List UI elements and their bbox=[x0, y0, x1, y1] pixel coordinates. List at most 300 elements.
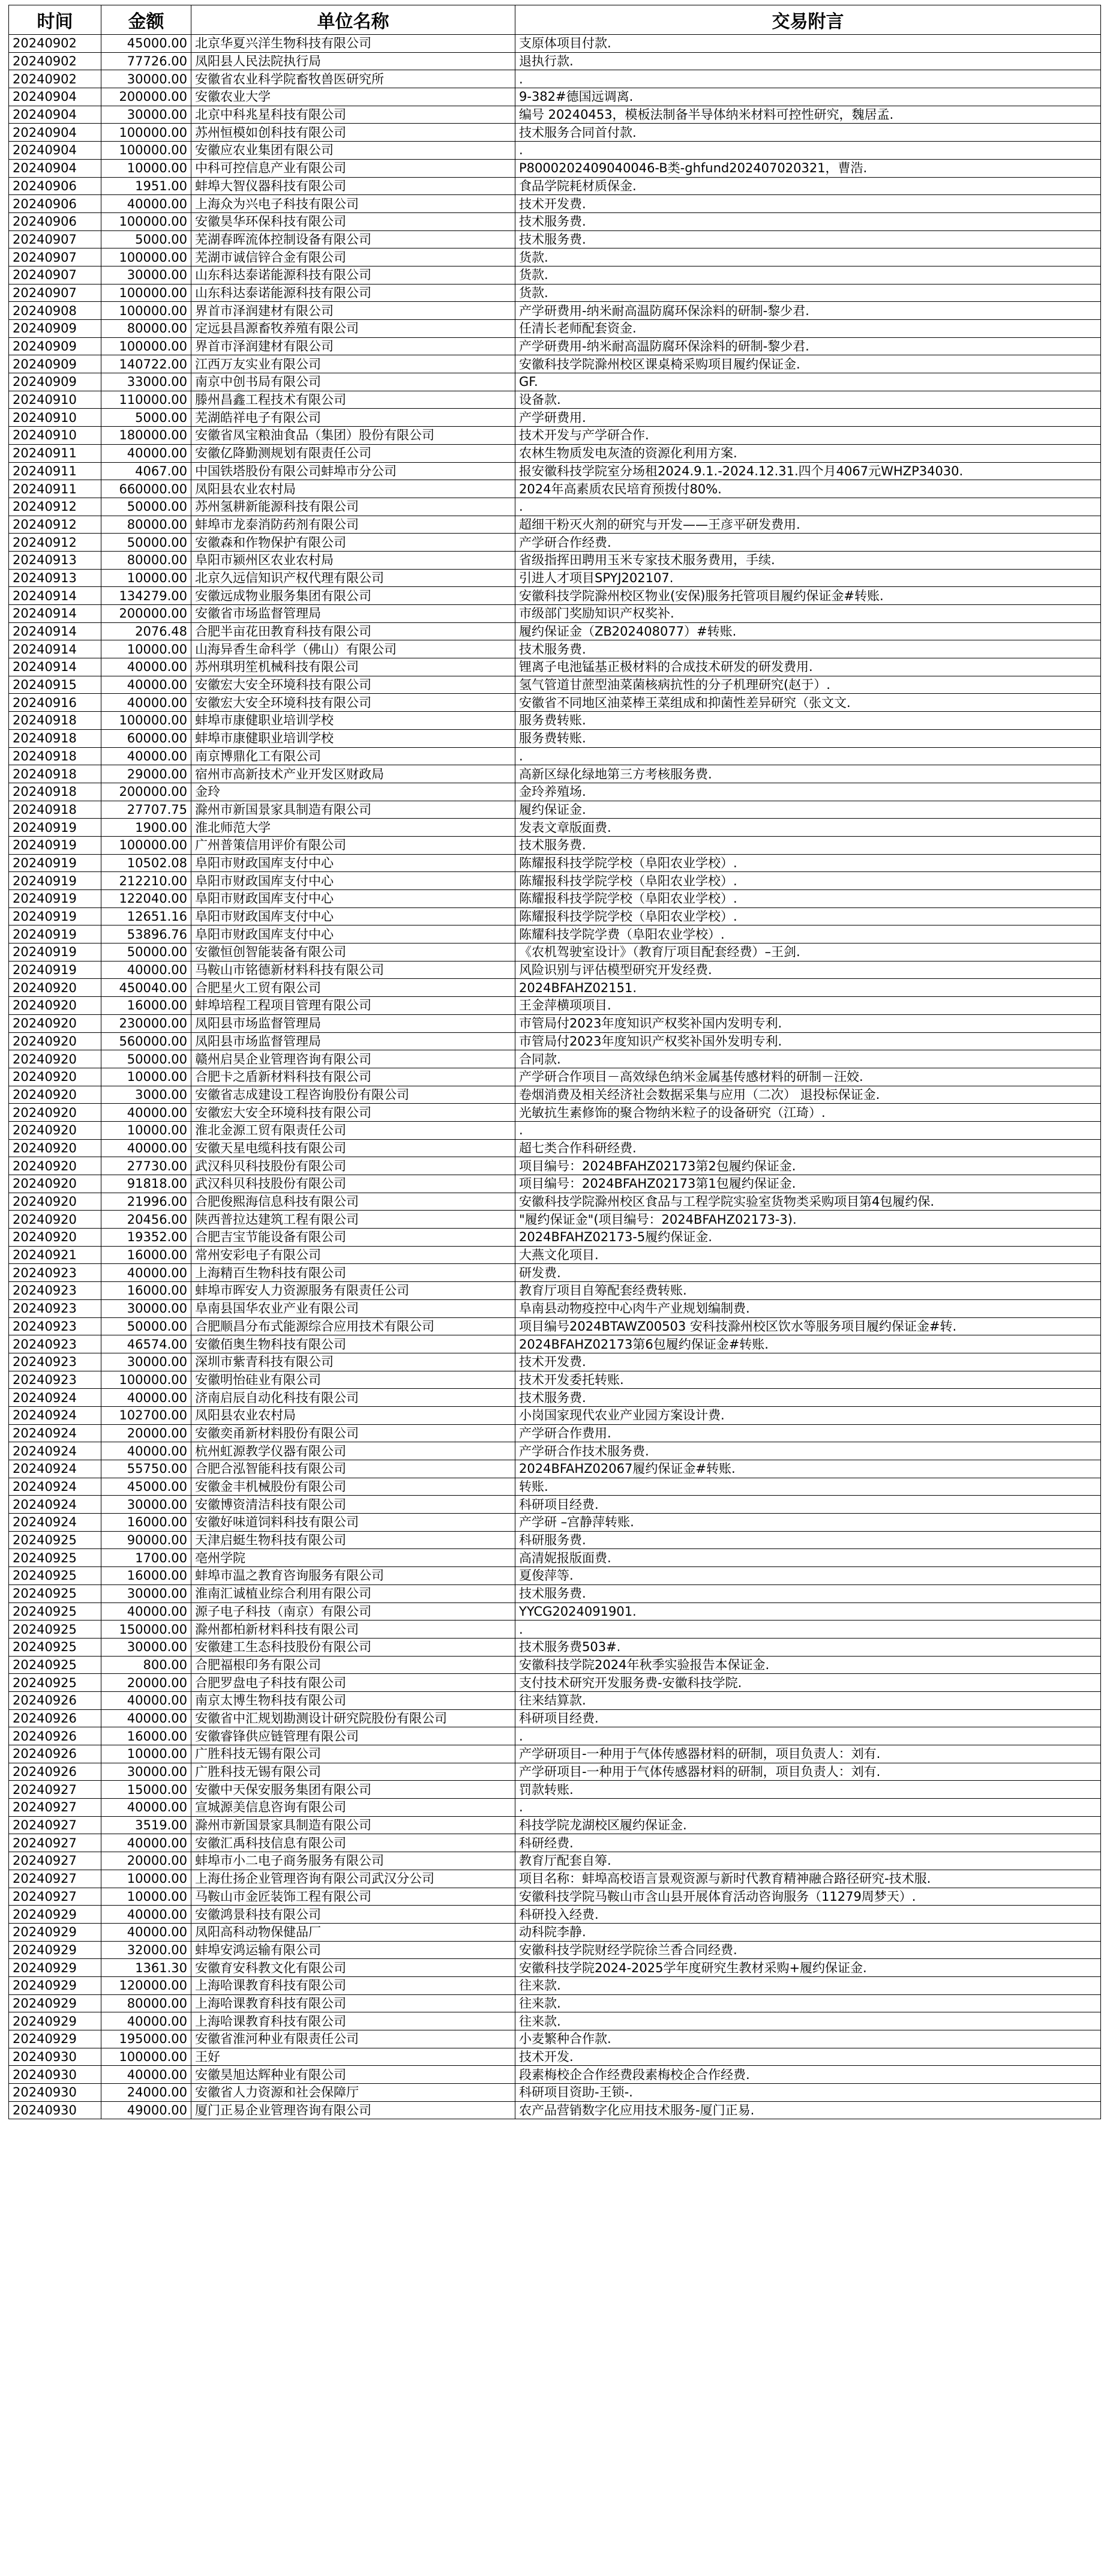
cell-memo: 光敏抗生素修饰的聚合物纳米粒子的设备研究（江琦）. bbox=[515, 1104, 1101, 1122]
cell-company: 安徽昊华环保科技有限公司 bbox=[191, 212, 515, 230]
cell-memo: 转账. bbox=[515, 1478, 1101, 1496]
cell-company: 蚌埠培程工程项目管理有限公司 bbox=[191, 997, 515, 1015]
table-row bbox=[9, 2101, 1101, 2119]
cell-date: 20240923 bbox=[9, 1353, 101, 1371]
cell-memo: 省级指挥田聘用玉米专家技术服务费用，手续. bbox=[515, 551, 1101, 569]
cell-amount: 195000.00 bbox=[101, 2030, 191, 2048]
cell-company: 常州安彩电子有限公司 bbox=[191, 1246, 515, 1264]
table-row bbox=[9, 1246, 1101, 1264]
cell-date: 20240923 bbox=[9, 1335, 101, 1353]
cell-date: 20240916 bbox=[9, 694, 101, 712]
table-row bbox=[9, 498, 1101, 516]
cell-company: 蚌埠市康健职业培训学校 bbox=[191, 729, 515, 747]
cell-amount: 16000.00 bbox=[101, 1727, 191, 1745]
cell-amount: 100000.00 bbox=[101, 337, 191, 355]
cell-date: 20240920 bbox=[9, 1121, 101, 1139]
cell-memo: 产学研合作项目－高效绿色纳米金属基传感材料的研制－汪姣. bbox=[515, 1068, 1101, 1086]
cell-amount: 800.00 bbox=[101, 1656, 191, 1674]
cell-company: 滕州昌鑫工程技术有限公司 bbox=[191, 391, 515, 409]
table-row bbox=[9, 961, 1101, 979]
cell-company: 天津启蜓生物科技有限公司 bbox=[191, 1531, 515, 1549]
cell-company: 中国铁塔股份有限公司蚌埠市分公司 bbox=[191, 462, 515, 480]
cell-company: 合肥俊熙海信息科技有限公司 bbox=[191, 1193, 515, 1211]
cell-amount: 40000.00 bbox=[101, 1923, 191, 1941]
table-row bbox=[9, 124, 1101, 142]
cell-amount: 16000.00 bbox=[101, 1514, 191, 1532]
cell-company: 安徽育安科教文化有限公司 bbox=[191, 1959, 515, 1977]
cell-amount: 100000.00 bbox=[101, 212, 191, 230]
cell-date: 20240925 bbox=[9, 1567, 101, 1585]
cell-company: 蚌埠市龙泰消防药剂有限公司 bbox=[191, 516, 515, 534]
cell-date: 20240910 bbox=[9, 409, 101, 427]
cell-company: 宿州市高新技术产业开发区财政局 bbox=[191, 765, 515, 783]
cell-company: 武汉科贝科技股份有限公司 bbox=[191, 1175, 515, 1193]
cell-company: 金玲 bbox=[191, 783, 515, 801]
table-row bbox=[9, 1531, 1101, 1549]
cell-amount: 40000.00 bbox=[101, 1389, 191, 1407]
cell-date: 20240904 bbox=[9, 142, 101, 160]
table-row bbox=[9, 1478, 1101, 1496]
cell-memo: 小岗国家现代农业产业园方案设计费. bbox=[515, 1406, 1101, 1424]
cell-company: 深圳市紫青科技有限公司 bbox=[191, 1353, 515, 1371]
cell-memo: 食品学院耗材质保金. bbox=[515, 177, 1101, 195]
cell-memo: 技术服务合同首付款. bbox=[515, 124, 1101, 142]
table-row bbox=[9, 88, 1101, 106]
cell-date: 20240920 bbox=[9, 1157, 101, 1175]
cell-memo: 产学研费用-纳米耐高温防腐环保涂料的研制-黎少君. bbox=[515, 302, 1101, 320]
cell-memo: 技术服务费503#. bbox=[515, 1638, 1101, 1656]
cell-date: 20240914 bbox=[9, 658, 101, 676]
table-row bbox=[9, 1674, 1101, 1692]
table-row bbox=[9, 1745, 1101, 1763]
cell-company: 淮北师范大学 bbox=[191, 819, 515, 837]
cell-memo: 2024BFAHZ02173第6包履约保证金#转账. bbox=[515, 1335, 1101, 1353]
cell-company: 合肥吉宝节能设备有限公司 bbox=[191, 1229, 515, 1247]
cell-amount: 140722.00 bbox=[101, 355, 191, 373]
cell-date: 20240914 bbox=[9, 622, 101, 640]
cell-date: 20240904 bbox=[9, 106, 101, 124]
cell-amount: 30000.00 bbox=[101, 1638, 191, 1656]
cell-memo: 安徽科技学院2024-2025学年度研究生教材采购+履约保证金. bbox=[515, 1959, 1101, 1977]
table-row bbox=[9, 373, 1101, 391]
cell-company: 安徽省人力资源和社会保障厅 bbox=[191, 2084, 515, 2102]
table-row bbox=[9, 159, 1101, 177]
table-row bbox=[9, 819, 1101, 837]
cell-amount: 33000.00 bbox=[101, 373, 191, 391]
table-row bbox=[9, 2066, 1101, 2084]
cell-date: 20240924 bbox=[9, 1496, 101, 1514]
table-row bbox=[9, 1959, 1101, 1977]
table-row bbox=[9, 1691, 1101, 1709]
cell-company: 安徽省淮河种业有限责任公司 bbox=[191, 2030, 515, 2048]
cell-memo: 设备款. bbox=[515, 391, 1101, 409]
table-row bbox=[9, 1424, 1101, 1442]
cell-company: 安徽明怡硅业有限公司 bbox=[191, 1371, 515, 1389]
table-row bbox=[9, 1514, 1101, 1532]
table-row bbox=[9, 605, 1101, 623]
cell-company: 上海哈课教育科技有限公司 bbox=[191, 2012, 515, 2030]
table-row bbox=[9, 1888, 1101, 1906]
cell-date: 20240929 bbox=[9, 1906, 101, 1924]
cell-date: 20240920 bbox=[9, 1229, 101, 1247]
cell-amount: 30000.00 bbox=[101, 70, 191, 88]
cell-amount: 100000.00 bbox=[101, 1371, 191, 1389]
cell-amount: 49000.00 bbox=[101, 2101, 191, 2119]
cell-date: 20240909 bbox=[9, 320, 101, 338]
cell-date: 20240904 bbox=[9, 159, 101, 177]
cell-company: 安徽博资清洁科技有限公司 bbox=[191, 1496, 515, 1514]
cell-date: 20240918 bbox=[9, 729, 101, 747]
cell-company: 中科可控信息产业有限公司 bbox=[191, 159, 515, 177]
cell-company: 合肥顺昌分布式能源综合应用技术有限公司 bbox=[191, 1317, 515, 1335]
cell-memo: 阜南县动物疫控中心肉牛产业规划编制费. bbox=[515, 1299, 1101, 1317]
cell-memo: 项目编号2024BTAWZ00503 安科技滁州校区饮水等服务项目履约保证金#转. bbox=[515, 1317, 1101, 1335]
cell-memo: 氢气管道甘蔗型油菜菌核病抗性的分子机理研究(赵于）. bbox=[515, 676, 1101, 694]
cell-amount: 30000.00 bbox=[101, 1353, 191, 1371]
cell-company: 安徽金丰机械股份有限公司 bbox=[191, 1478, 515, 1496]
cell-date: 20240919 bbox=[9, 943, 101, 961]
cell-memo: 退执行款. bbox=[515, 52, 1101, 70]
table-row bbox=[9, 1050, 1101, 1068]
cell-date: 20240920 bbox=[9, 1050, 101, 1068]
cell-memo: 产学研合作经费. bbox=[515, 534, 1101, 552]
cell-company: 蚌埠安鸿运输有限公司 bbox=[191, 1941, 515, 1959]
cell-memo: 安徽科技学院2024年秋季实验报告本保证金. bbox=[515, 1656, 1101, 1674]
cell-company: 安徽鸿景科技有限公司 bbox=[191, 1906, 515, 1924]
table-row bbox=[9, 1941, 1101, 1959]
cell-company: 芜湖皓祥电子有限公司 bbox=[191, 409, 515, 427]
cell-amount: 80000.00 bbox=[101, 516, 191, 534]
cell-date: 20240920 bbox=[9, 1175, 101, 1193]
cell-company: 安徽昊旭达辉种业有限公司 bbox=[191, 2066, 515, 2084]
table-row bbox=[9, 302, 1101, 320]
table-row bbox=[9, 195, 1101, 213]
cell-company: 安徽森和作物保护有限公司 bbox=[191, 534, 515, 552]
cell-date: 20240925 bbox=[9, 1549, 101, 1567]
cell-date: 20240904 bbox=[9, 88, 101, 106]
cell-memo: 往来款. bbox=[515, 1994, 1101, 2012]
cell-amount: 40000.00 bbox=[101, 1691, 191, 1709]
cell-company: 淮南汇诚植业综合利用有限公司 bbox=[191, 1584, 515, 1602]
table-row bbox=[9, 1317, 1101, 1335]
table-row bbox=[9, 1584, 1101, 1602]
cell-date: 20240924 bbox=[9, 1460, 101, 1478]
cell-amount: 30000.00 bbox=[101, 1299, 191, 1317]
table-row bbox=[9, 516, 1101, 534]
cell-memo: 往来款. bbox=[515, 2012, 1101, 2030]
table-row bbox=[9, 676, 1101, 694]
table-row bbox=[9, 2048, 1101, 2066]
cell-date: 20240920 bbox=[9, 1086, 101, 1104]
table-row bbox=[9, 943, 1101, 961]
cell-date: 20240919 bbox=[9, 836, 101, 854]
cell-company: 安徽亿降勤测规划有限责任公司 bbox=[191, 444, 515, 462]
cell-memo: 科技学院龙湖校区履约保证金. bbox=[515, 1816, 1101, 1834]
table-row bbox=[9, 587, 1101, 605]
cell-amount: 10000.00 bbox=[101, 1870, 191, 1888]
cell-memo: 科研项目资助-王锁-. bbox=[515, 2084, 1101, 2102]
cell-memo: 超细干粉灭火剂的研究与开发——王彦平研发费用. bbox=[515, 516, 1101, 534]
cell-memo: 金玲养殖场. bbox=[515, 783, 1101, 801]
cell-amount: 77726.00 bbox=[101, 52, 191, 70]
cell-company: 南京太博生物科技有限公司 bbox=[191, 1691, 515, 1709]
cell-memo: 往来结算款. bbox=[515, 1691, 1101, 1709]
table-row bbox=[9, 783, 1101, 801]
table-row bbox=[9, 890, 1101, 908]
table-row bbox=[9, 284, 1101, 302]
cell-amount: 560000.00 bbox=[101, 1032, 191, 1050]
cell-memo: P8000202409040046-B类-ghfund202407020321，曹浩. bbox=[515, 159, 1101, 177]
table-row bbox=[9, 1763, 1101, 1781]
table-row bbox=[9, 177, 1101, 195]
cell-amount: 80000.00 bbox=[101, 551, 191, 569]
cell-date: 20240921 bbox=[9, 1246, 101, 1264]
cell-memo: . bbox=[515, 498, 1101, 516]
cell-memo: 任清长老师配套资金. bbox=[515, 320, 1101, 338]
header-amount: 金额 bbox=[101, 5, 191, 35]
cell-memo: 服务费转账. bbox=[515, 712, 1101, 730]
table-row bbox=[9, 1353, 1101, 1371]
cell-date: 20240911 bbox=[9, 462, 101, 480]
table-row bbox=[9, 1834, 1101, 1852]
cell-company: 济南启辰自动化科技有限公司 bbox=[191, 1389, 515, 1407]
cell-company: 安徽宏大安全环境科技有限公司 bbox=[191, 676, 515, 694]
cell-company: 安徽好味道饲料科技有限公司 bbox=[191, 1514, 515, 1532]
transaction-table bbox=[8, 5, 1101, 2119]
cell-date: 20240929 bbox=[9, 1959, 101, 1977]
cell-date: 20240926 bbox=[9, 1709, 101, 1727]
cell-date: 20240906 bbox=[9, 177, 101, 195]
cell-date: 20240927 bbox=[9, 1799, 101, 1817]
cell-memo: 支原体项目付款. bbox=[515, 35, 1101, 53]
cell-amount: 91818.00 bbox=[101, 1175, 191, 1193]
cell-amount: 20456.00 bbox=[101, 1211, 191, 1229]
cell-memo: 技术开发委托转账. bbox=[515, 1371, 1101, 1389]
table-row bbox=[9, 1264, 1101, 1282]
table-row bbox=[9, 801, 1101, 819]
table-row bbox=[9, 2012, 1101, 2030]
cell-amount: 90000.00 bbox=[101, 1531, 191, 1549]
cell-date: 20240925 bbox=[9, 1584, 101, 1602]
cell-amount: 1951.00 bbox=[101, 177, 191, 195]
cell-amount: 30000.00 bbox=[101, 266, 191, 284]
cell-amount: 4067.00 bbox=[101, 462, 191, 480]
cell-amount: 1361.30 bbox=[101, 1959, 191, 1977]
cell-date: 20240910 bbox=[9, 427, 101, 445]
cell-company: 凤阳高科动物保健品厂 bbox=[191, 1923, 515, 1941]
cell-amount: 19352.00 bbox=[101, 1229, 191, 1247]
cell-amount: 102700.00 bbox=[101, 1406, 191, 1424]
cell-memo: 安徽科技学院滁州校区物业(安保)服务托管项目履约保证金#转账. bbox=[515, 587, 1101, 605]
cell-amount: 50000.00 bbox=[101, 1050, 191, 1068]
cell-company: 苏州恒模如创科技有限公司 bbox=[191, 124, 515, 142]
cell-date: 20240929 bbox=[9, 1923, 101, 1941]
cell-company: 凤阳县市场监督管理局 bbox=[191, 1014, 515, 1032]
cell-company: 山东科达泰诺能源科技有限公司 bbox=[191, 266, 515, 284]
cell-date: 20240929 bbox=[9, 1994, 101, 2012]
cell-memo: 合同款. bbox=[515, 1050, 1101, 1068]
cell-date: 20240912 bbox=[9, 498, 101, 516]
table-row bbox=[9, 391, 1101, 409]
cell-company: 宣城源美信息咨询有限公司 bbox=[191, 1799, 515, 1817]
cell-company: 阜阳市财政国库支付中心 bbox=[191, 925, 515, 943]
cell-company: 安徽奕甬新材料股份有限公司 bbox=[191, 1424, 515, 1442]
cell-company: 阜阳市财政国库支付中心 bbox=[191, 890, 515, 908]
cell-company: 北京中科兆星科技有限公司 bbox=[191, 106, 515, 124]
cell-date: 20240923 bbox=[9, 1282, 101, 1300]
cell-amount: 16000.00 bbox=[101, 1567, 191, 1585]
cell-date: 20240923 bbox=[9, 1299, 101, 1317]
cell-amount: 180000.00 bbox=[101, 427, 191, 445]
header-memo: 交易附言 bbox=[515, 5, 1101, 35]
table-row bbox=[9, 70, 1101, 88]
table-row bbox=[9, 1139, 1101, 1157]
cell-date: 20240927 bbox=[9, 1816, 101, 1834]
cell-date: 20240924 bbox=[9, 1424, 101, 1442]
cell-amount: 10000.00 bbox=[101, 569, 191, 587]
cell-date: 20240919 bbox=[9, 925, 101, 943]
cell-memo: 项目名称：蚌埠高校语言景观资源与新时代教育精神融合路径研究-技术服. bbox=[515, 1870, 1101, 1888]
cell-company: 安徽恒创智能装备有限公司 bbox=[191, 943, 515, 961]
cell-amount: 40000.00 bbox=[101, 694, 191, 712]
cell-memo: 产学研项目-一种用于气体传感器材料的研制，项目负责人：刘有. bbox=[515, 1763, 1101, 1781]
cell-date: 20240926 bbox=[9, 1763, 101, 1781]
cell-date: 20240924 bbox=[9, 1389, 101, 1407]
cell-company: 芜湖市诚信锌合金有限公司 bbox=[191, 248, 515, 266]
table-row bbox=[9, 836, 1101, 854]
table-row bbox=[9, 1638, 1101, 1656]
cell-memo: 货款. bbox=[515, 284, 1101, 302]
table-row bbox=[9, 1229, 1101, 1247]
cell-company: 凤阳县市场监督管理局 bbox=[191, 1032, 515, 1050]
cell-date: 20240929 bbox=[9, 1941, 101, 1959]
cell-date: 20240923 bbox=[9, 1317, 101, 1335]
cell-amount: 212210.00 bbox=[101, 872, 191, 890]
cell-memo: 科研项目经费. bbox=[515, 1496, 1101, 1514]
cell-company: 合肥福根印务有限公司 bbox=[191, 1656, 515, 1674]
cell-memo: 市管局付2023年度知识产权奖补国外发明专利. bbox=[515, 1032, 1101, 1050]
table-row bbox=[9, 979, 1101, 997]
cell-company: 定远县昌源畜牧养殖有限公司 bbox=[191, 320, 515, 338]
cell-memo: 科研投入经费. bbox=[515, 1906, 1101, 1924]
cell-amount: 10000.00 bbox=[101, 640, 191, 658]
cell-company: 界首市泽润建材有限公司 bbox=[191, 302, 515, 320]
cell-date: 20240919 bbox=[9, 890, 101, 908]
cell-company: 阜阳市财政国库支付中心 bbox=[191, 854, 515, 872]
cell-company: 安徽农业大学 bbox=[191, 88, 515, 106]
cell-company: 山东科达泰诺能源科技有限公司 bbox=[191, 284, 515, 302]
cell-memo: 市管局付2023年度知识产权奖补国内发明专利. bbox=[515, 1014, 1101, 1032]
cell-company: 安徽宏大安全环境科技有限公司 bbox=[191, 1104, 515, 1122]
cell-amount: 40000.00 bbox=[101, 1602, 191, 1621]
cell-memo: 2024年高素质农民培育预拨付80%. bbox=[515, 480, 1101, 498]
cell-company: 武汉科贝科技股份有限公司 bbox=[191, 1157, 515, 1175]
cell-date: 20240924 bbox=[9, 1406, 101, 1424]
cell-date: 20240924 bbox=[9, 1442, 101, 1460]
cell-date: 20240918 bbox=[9, 801, 101, 819]
cell-date: 20240908 bbox=[9, 302, 101, 320]
cell-amount: 40000.00 bbox=[101, 747, 191, 765]
cell-amount: 50000.00 bbox=[101, 534, 191, 552]
table-row bbox=[9, 142, 1101, 160]
cell-amount: 2076.48 bbox=[101, 622, 191, 640]
cell-memo: 安徽科技学院马鞍山市含山县开展体育活动咨询服务（11279周梦天）. bbox=[515, 1888, 1101, 1906]
cell-company: 安徽省凤宝粮油食品（集团）股份有限公司 bbox=[191, 427, 515, 445]
cell-amount: 150000.00 bbox=[101, 1621, 191, 1639]
cell-company: 苏州氢耕新能源科技有限公司 bbox=[191, 498, 515, 516]
cell-amount: 32000.00 bbox=[101, 1941, 191, 1959]
cell-company: 山海异香生命科学（佛山）有限公司 bbox=[191, 640, 515, 658]
cell-date: 20240918 bbox=[9, 783, 101, 801]
cell-memo: 产学研项目-一种用于气体传感器材料的研制，项目负责人：刘有. bbox=[515, 1745, 1101, 1763]
cell-date: 20240914 bbox=[9, 605, 101, 623]
cell-amount: 200000.00 bbox=[101, 783, 191, 801]
cell-date: 20240925 bbox=[9, 1656, 101, 1674]
cell-amount: 100000.00 bbox=[101, 302, 191, 320]
cell-company: 阜阳市财政国库支付中心 bbox=[191, 907, 515, 925]
cell-memo: 风险识别与评估模型研究开发经费. bbox=[515, 961, 1101, 979]
cell-company: 源子电子科技（南京）有限公司 bbox=[191, 1602, 515, 1621]
cell-memo: 陈耀报科技学院学校（阜阳农业学校）. bbox=[515, 854, 1101, 872]
cell-memo: 技术服务费. bbox=[515, 230, 1101, 248]
cell-amount: 46574.00 bbox=[101, 1335, 191, 1353]
cell-date: 20240918 bbox=[9, 765, 101, 783]
cell-date: 20240909 bbox=[9, 373, 101, 391]
cell-date: 20240918 bbox=[9, 747, 101, 765]
table-row bbox=[9, 854, 1101, 872]
table-row bbox=[9, 1816, 1101, 1834]
table-row bbox=[9, 1442, 1101, 1460]
cell-memo: 科研服务费. bbox=[515, 1531, 1101, 1549]
cell-date: 20240925 bbox=[9, 1531, 101, 1549]
cell-company: 南京中创书局有限公司 bbox=[191, 373, 515, 391]
cell-amount: 29000.00 bbox=[101, 765, 191, 783]
cell-company: 上海哈课教育科技有限公司 bbox=[191, 1976, 515, 1994]
table-row bbox=[9, 712, 1101, 730]
table-row bbox=[9, 1549, 1101, 1567]
table-row bbox=[9, 1175, 1101, 1193]
cell-company: 阜阳市财政国库支付中心 bbox=[191, 872, 515, 890]
cell-amount: 12651.16 bbox=[101, 907, 191, 925]
cell-date: 20240913 bbox=[9, 569, 101, 587]
cell-amount: 5000.00 bbox=[101, 230, 191, 248]
cell-amount: 40000.00 bbox=[101, 676, 191, 694]
table-row bbox=[9, 320, 1101, 338]
cell-amount: 60000.00 bbox=[101, 729, 191, 747]
cell-amount: 100000.00 bbox=[101, 284, 191, 302]
cell-amount: 50000.00 bbox=[101, 943, 191, 961]
cell-company: 苏州琪玥笙机械科技有限公司 bbox=[191, 658, 515, 676]
cell-date: 20240910 bbox=[9, 391, 101, 409]
cell-amount: 15000.00 bbox=[101, 1781, 191, 1799]
table-row bbox=[9, 1032, 1101, 1050]
cell-memo: 教育厅配套自筹. bbox=[515, 1852, 1101, 1870]
cell-memo: 技术服务费. bbox=[515, 1584, 1101, 1602]
cell-memo: 产学研 –宫静萍转账. bbox=[515, 1514, 1101, 1532]
table-row bbox=[9, 747, 1101, 765]
cell-company: 王好 bbox=[191, 2048, 515, 2066]
cell-memo: 农林生物质发电灰渣的资源化利用方案. bbox=[515, 444, 1101, 462]
cell-company: 芜湖春晖流体控制设备有限公司 bbox=[191, 230, 515, 248]
cell-company: 凤阳县农业农村局 bbox=[191, 1406, 515, 1424]
cell-memo: . bbox=[515, 1621, 1101, 1639]
cell-amount: 5000.00 bbox=[101, 409, 191, 427]
cell-amount: 16000.00 bbox=[101, 1246, 191, 1264]
cell-date: 20240918 bbox=[9, 712, 101, 730]
cell-date: 20240920 bbox=[9, 1211, 101, 1229]
cell-company: 蚌埠市温之教育咨询服务有限公司 bbox=[191, 1567, 515, 1585]
cell-memo: 产学研合作费用. bbox=[515, 1424, 1101, 1442]
